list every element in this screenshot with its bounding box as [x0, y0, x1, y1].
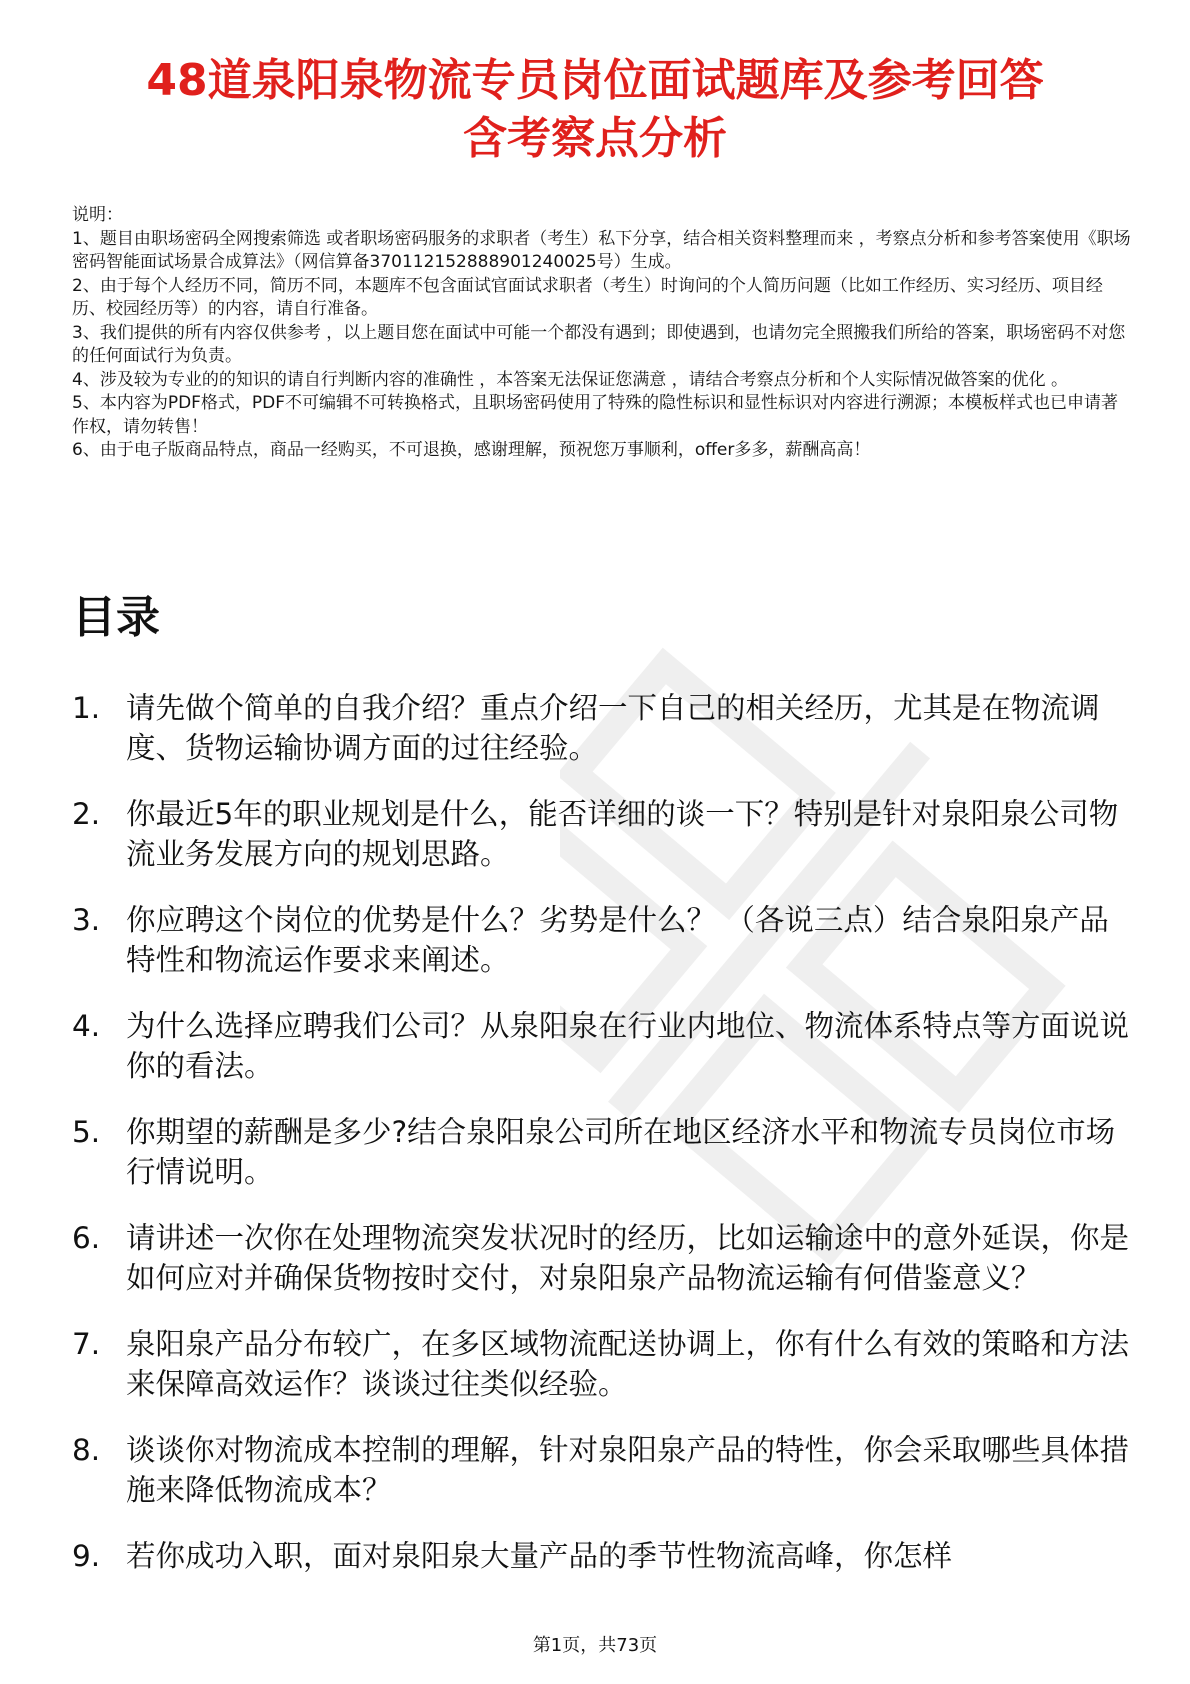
toc-item-number: 2.	[72, 797, 101, 831]
toc-item-4[interactable]	[72, 1006, 1132, 1086]
note-item-4: 4、涉及较为专业的的知识的请自行判断内容的准确性 ，本答案无法保证您满意 ，请结合考察点分析和个人实际情况做答案的优化 。	[72, 369, 1069, 390]
toc-item-text: 你应聘这个岗位的优势是什么？劣势是什么？ （各说三点）结合泉阳泉产品特性和物流运作要求来阐述。	[126, 903, 1109, 977]
toc-item-text: 泉阳泉产品分布较广，在多区域物流配送协调上，你有什么有效的策略和方法来保障高效运作？谈谈过往类似经验。	[126, 1327, 1130, 1401]
toc-item-number: 7.	[72, 1327, 101, 1361]
toc-item-9[interactable]	[72, 1536, 1132, 1576]
toc-item-3[interactable]	[72, 900, 1132, 980]
note-item-6: 6、由于电子版商品特点，商品一经购买，不可退换，感谢理解，预祝您万事顺利，offer多多，薪酬高高！	[72, 440, 871, 460]
document-title	[60, 52, 1130, 168]
note-item-3: 3、我们提供的所有内容仅供参考 ，以上题目您在面试中可能一个都没有遇到；即使遇到，也请勿完全照搬我们所给的答案，职场密码不对您的任何面试行为负责。	[72, 322, 1126, 366]
note-item-1: 1、题目由职场密码全网搜索筛选 或者职场密码服务的求职者（考生）私下分享，结合相关资料整理而来 ，考察点分析和参考答案使用《职场密码智能面试场景合成算法》（网信算备370112152888901240025号）生成。	[72, 228, 1131, 272]
toc-item-8[interactable]	[72, 1430, 1132, 1510]
toc-item-text: 你期望的薪酬是多少?结合泉阳泉公司所在地区经济水平和物流专员岗位市场行情说明。	[126, 1115, 1116, 1189]
toc-item-number: 3.	[72, 903, 101, 937]
notes-heading: 说明：	[72, 205, 123, 225]
toc-item-1[interactable]	[72, 688, 1132, 768]
toc-item-number: 1.	[72, 691, 101, 725]
toc-item-number: 9.	[72, 1539, 101, 1573]
toc-item-7[interactable]	[72, 1324, 1132, 1404]
note-item-5: 5、本内容为PDF格式，PDF不可编辑不可转换格式，且职场密码使用了特殊的隐性标识和显性标识对内容进行溯源；本模板样式也已申请著作权，请勿转售！	[72, 393, 1119, 437]
toc-item-2[interactable]	[72, 794, 1132, 874]
notes-section	[72, 204, 1132, 463]
toc-item-text: 你最近5年的职业规划是什么，能否详细的谈一下？特别是针对泉阳泉公司物流业务发展方向的规划思路。	[126, 797, 1119, 871]
toc-item-text: 若你成功入职，面对泉阳泉大量产品的季节性物流高峰，你怎样	[126, 1539, 953, 1573]
note-item-2: 2、由于每个人经历不同，简历不同，本题库不包含面试官面试求职者（考生）时询问的个人简历问题（比如工作经历、实习经历、项目经历、校园经历等）的内容，请自行准备。	[72, 275, 1103, 319]
toc-item-number: 8.	[72, 1433, 101, 1467]
title-line-2: 含考察点分析	[463, 113, 727, 164]
toc-item-number: 4.	[72, 1009, 101, 1043]
page-footer: 第1页，共73页	[532, 1635, 658, 1656]
toc-item-6[interactable]	[72, 1218, 1132, 1298]
table-of-contents	[72, 688, 1132, 1602]
toc-item-text: 请讲述一次你在处理物流突发状况时的经历，比如运输途中的意外延误，你是如何应对并确保货物按时交付，对泉阳泉产品物流运输有何借鉴意义？	[126, 1221, 1130, 1295]
toc-item-text: 为什么选择应聘我们公司？从泉阳泉在行业内地位、物流体系特点等方面说说你的看法。	[126, 1009, 1130, 1083]
toc-heading: 目录	[72, 592, 160, 643]
toc-item-5[interactable]	[72, 1112, 1132, 1192]
toc-item-number: 5.	[72, 1115, 101, 1149]
title-line-1: 48道泉阳泉物流专员岗位面试题库及参考回答	[146, 55, 1044, 106]
toc-item-text: 请先做个简单的自我介绍？重点介绍一下自己的相关经历，尤其是在物流调度、货物运输协调方面的过往经验。	[126, 691, 1100, 765]
toc-item-number: 6.	[72, 1221, 101, 1255]
toc-item-text: 谈谈你对物流成本控制的理解，针对泉阳泉产品的特性，你会采取哪些具体措施来降低物流成本？	[126, 1433, 1130, 1507]
